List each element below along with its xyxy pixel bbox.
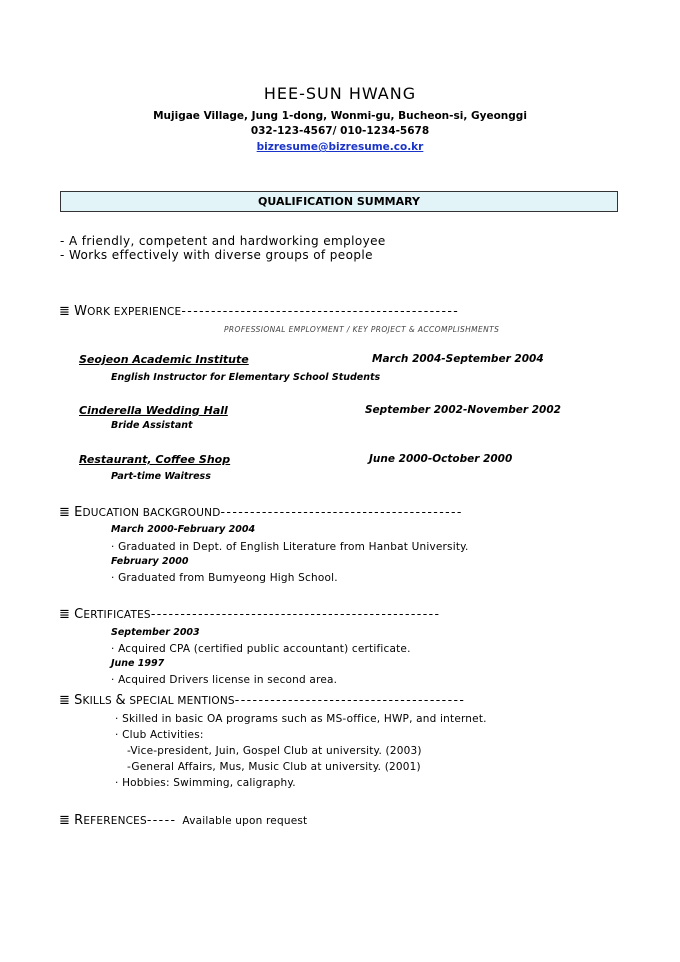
skills-heading: ≣ SKILLS & SPECIAL MENTIONS--------------------------------------- bbox=[59, 692, 466, 708]
certificate-date: September 2003 bbox=[111, 627, 200, 638]
job-role: English Instructor for Elementary School Students bbox=[111, 372, 381, 383]
skill-item: · Hobbies: Swimming, caligraphy. bbox=[115, 777, 296, 789]
references-heading: ≣ REFERENCES----- Available upon request bbox=[59, 812, 308, 828]
skill-subitem: -Vice-president, Juin, Gospel Club at university. (2003) bbox=[127, 745, 422, 757]
job-role: Bride Assistant bbox=[111, 420, 193, 431]
section-marker-icon: ≣ bbox=[59, 304, 71, 319]
address: Mujigae Village, Jung 1-dong, Wonmi-gu, Bucheon-si, Gyeonggi bbox=[153, 110, 527, 122]
summary-item: - Works effectively with diverse groups of people bbox=[60, 248, 373, 262]
resume-name: HEE-SUN HWANG bbox=[263, 84, 417, 103]
summary-item: - A friendly, competent and hardworking employee bbox=[60, 234, 386, 248]
education-date: February 2000 bbox=[111, 556, 189, 567]
education-item: · Graduated in Dept. of English Literature from Hanbat University. bbox=[111, 541, 469, 553]
skill-subitem: -General Affairs, Mus, Music Club at university. (2001) bbox=[127, 761, 421, 773]
section-marker-icon: ≣ bbox=[59, 693, 71, 708]
email-line bbox=[0, 141, 680, 153]
skill-item: · Club Activities: bbox=[115, 729, 204, 741]
certificate-date: June 1997 bbox=[111, 658, 165, 669]
section-marker-icon: ≣ bbox=[59, 505, 71, 520]
section-marker-icon: ≣ bbox=[59, 813, 71, 828]
education-date: March 2000-February 2004 bbox=[111, 524, 256, 535]
references-text: Available upon request bbox=[182, 815, 308, 827]
section-marker-icon: ≣ bbox=[59, 607, 71, 622]
email-link[interactable]: bizresume@bizresume.co.kr bbox=[256, 141, 424, 153]
work-subtitle: PROFESSIONAL EMPLOYMENT / KEY PROJECT & ACCOMPLISHMENTS bbox=[224, 325, 500, 334]
certificate-item: · Acquired Drivers license in second area. bbox=[111, 674, 338, 686]
work-experience-heading: ≣ WORK EXPERIENCE----------------------------------------------- bbox=[59, 303, 460, 319]
qualification-summary-heading: QUALIFICATION SUMMARY bbox=[60, 191, 618, 212]
job-date: March 2004-September 2004 bbox=[372, 353, 544, 365]
skill-item: · Skilled in basic OA programs such as MS-office, HWP, and internet. bbox=[115, 713, 487, 725]
phone: 032-123-4567/ 010-1234-5678 bbox=[250, 125, 430, 137]
education-item: · Graduated from Bumyeong High School. bbox=[111, 572, 338, 584]
job-date: September 2002-November 2002 bbox=[365, 404, 561, 416]
certificate-item: · Acquired CPA (certified public accountant) certificate. bbox=[111, 643, 411, 655]
job-place: Restaurant, Coffee Shop bbox=[79, 453, 231, 466]
certificates-heading: ≣ CERTIFICATES------------------------------------------------- bbox=[59, 606, 441, 622]
education-heading: ≣ EDUCATION BACKGROUND----------------------------------------- bbox=[59, 504, 463, 520]
job-date: June 2000-October 2000 bbox=[369, 453, 513, 465]
job-role: Part-time Waitress bbox=[111, 471, 211, 482]
job-place: Seojeon Academic Institute bbox=[79, 353, 249, 366]
job-place: Cinderella Wedding Hall bbox=[79, 404, 228, 417]
